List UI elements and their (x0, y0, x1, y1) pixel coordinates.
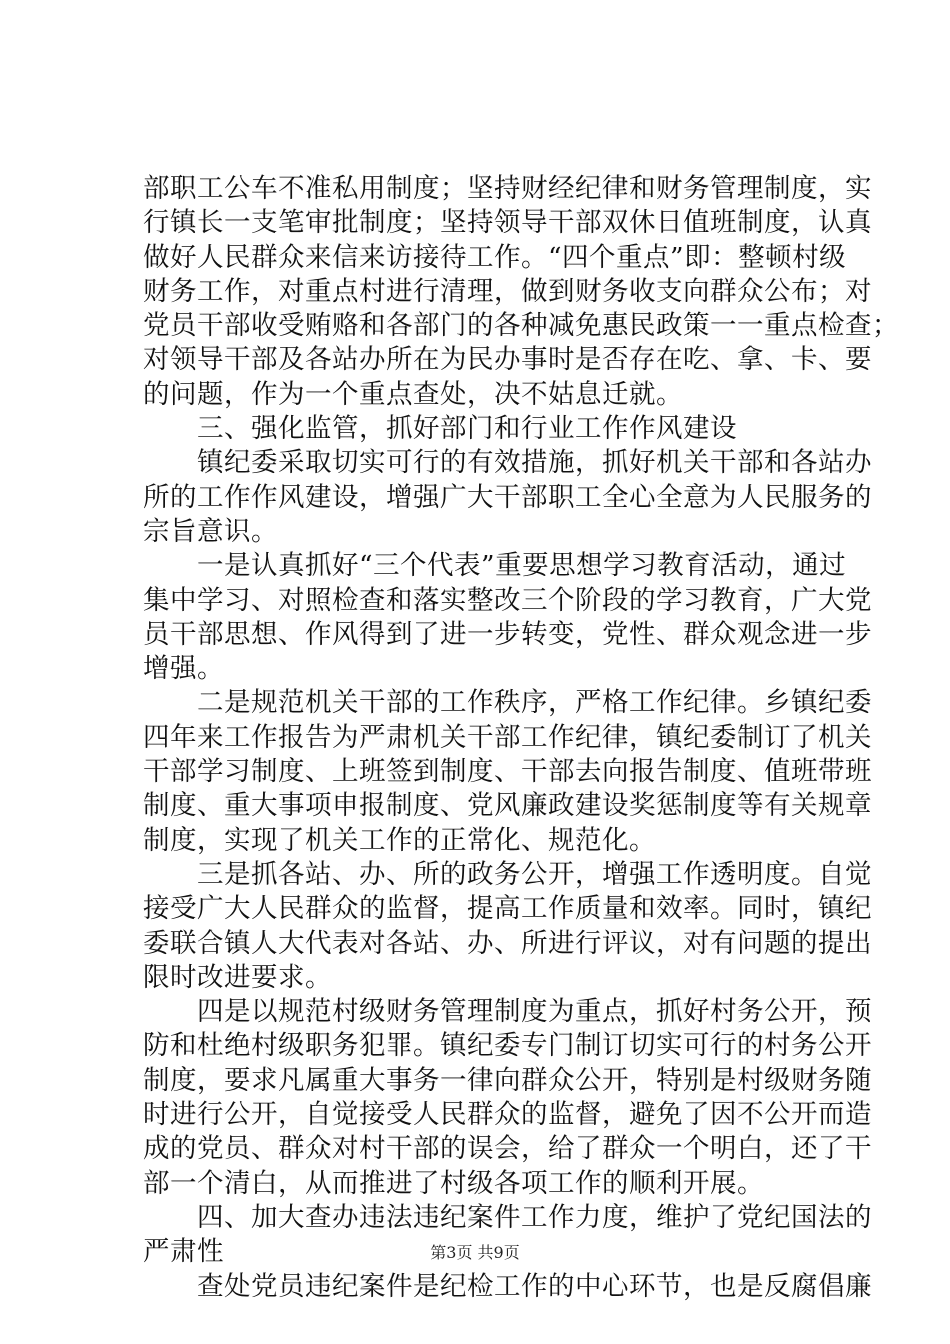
text-line: 二是规范机关干部的工作秩序，严格工作纪律。乡镇纪委 (143, 687, 872, 719)
text-line: 制度，要求凡属重大事务一律向群众公开，特别是村级财务随 (143, 1064, 872, 1096)
page-number-footer: 第3页 共9页 (430, 1243, 520, 1262)
text-line: 三是抓各站、办、所的政务公开，增强工作透明度。自觉 (143, 858, 872, 890)
text-line: 宗旨意识。 (143, 515, 278, 547)
text-line: 接受广大人民群众的监督，提高工作质量和效率。同时，镇纪 (143, 893, 872, 925)
text-line: 制度、重大事项申报制度、党风廉政建设奖惩制度等有关规章 (143, 790, 872, 822)
section-heading-line: 严肃性 (143, 1236, 224, 1268)
text-line: 对领导干部及各站办所在为民办事时是否存在吃、拿、卡、要 (143, 344, 872, 376)
section-heading-line: 三、强化监管，抓好部门和行业工作作风建设 (143, 413, 737, 445)
text-line: 一是认真抓好“三个代表”重要思想学习教育活动，通过 (143, 550, 847, 582)
text-line: 限时改进要求。 (143, 961, 332, 993)
text-line: 增强。 (143, 653, 224, 685)
text-line: 查处党员违纪案件是纪检工作的中心环节，也是反腐倡廉 (143, 1270, 872, 1302)
text-line: 集中学习、对照检查和落实整改三个阶段的学习教育，广大党 (143, 584, 872, 616)
text-line: 所的工作作风建设，增强广大干部职工全心全意为人民服务的 (143, 481, 872, 513)
text-line: 部一个清白，从而推进了村级各项工作的顺利开展。 (143, 1167, 764, 1199)
text-line: 做好人民群众来信来访接待工作。“四个重点”即：整顿村级 (143, 241, 847, 273)
text-line: 党员干部收受贿赂和各部门的各种减免惠民政策一一重点检查； (143, 310, 899, 342)
text-line: 时进行公开，自觉接受人民群众的监督，避免了因不公开而造 (143, 1099, 872, 1131)
text-line: 制度，实现了机关工作的正常化、规范化。 (143, 824, 656, 856)
text-line: 四是以规范村级财务管理制度为重点，抓好村务公开，预 (143, 996, 872, 1028)
text-line: 成的党员、群众对村干部的误会，给了群众一个明白，还了干 (143, 1133, 872, 1165)
section-heading-line: 四、加大查办违法违纪案件工作力度，维护了党纪国法的 (143, 1201, 872, 1233)
text-line: 干部学习制度、上班签到制度、干部去向报告制度、值班带班 (143, 756, 872, 788)
text-line: 四年来工作报告为严肃机关干部工作纪律，镇纪委制订了机关 (143, 721, 872, 753)
text-line: 行镇长一支笔审批制度；坚持领导干部双休日值班制度，认真 (143, 207, 872, 239)
text-line: 员干部思想、作风得到了进一步转变，党性、群众观念进一步 (143, 618, 872, 650)
text-line: 部职工公车不准私用制度；坚持财经纪律和财务管理制度，实 (143, 173, 872, 204)
text-line: 的问题，作为一个重点查处，决不姑息迁就。 (143, 378, 683, 410)
text-line: 财务工作，对重点村进行清理，做到财务收支向群众公布；对 (143, 275, 872, 307)
text-line: 防和杜绝村级职务犯罪。镇纪委专门制订切实可行的村务公开 (143, 1030, 872, 1062)
document-body (143, 172, 899, 1304)
text-line: 委联合镇人大代表对各站、办、所进行评议，对有问题的提出 (143, 927, 872, 959)
text-line: 镇纪委采取切实可行的有效措施，抓好机关干部和各站办 (143, 447, 872, 479)
